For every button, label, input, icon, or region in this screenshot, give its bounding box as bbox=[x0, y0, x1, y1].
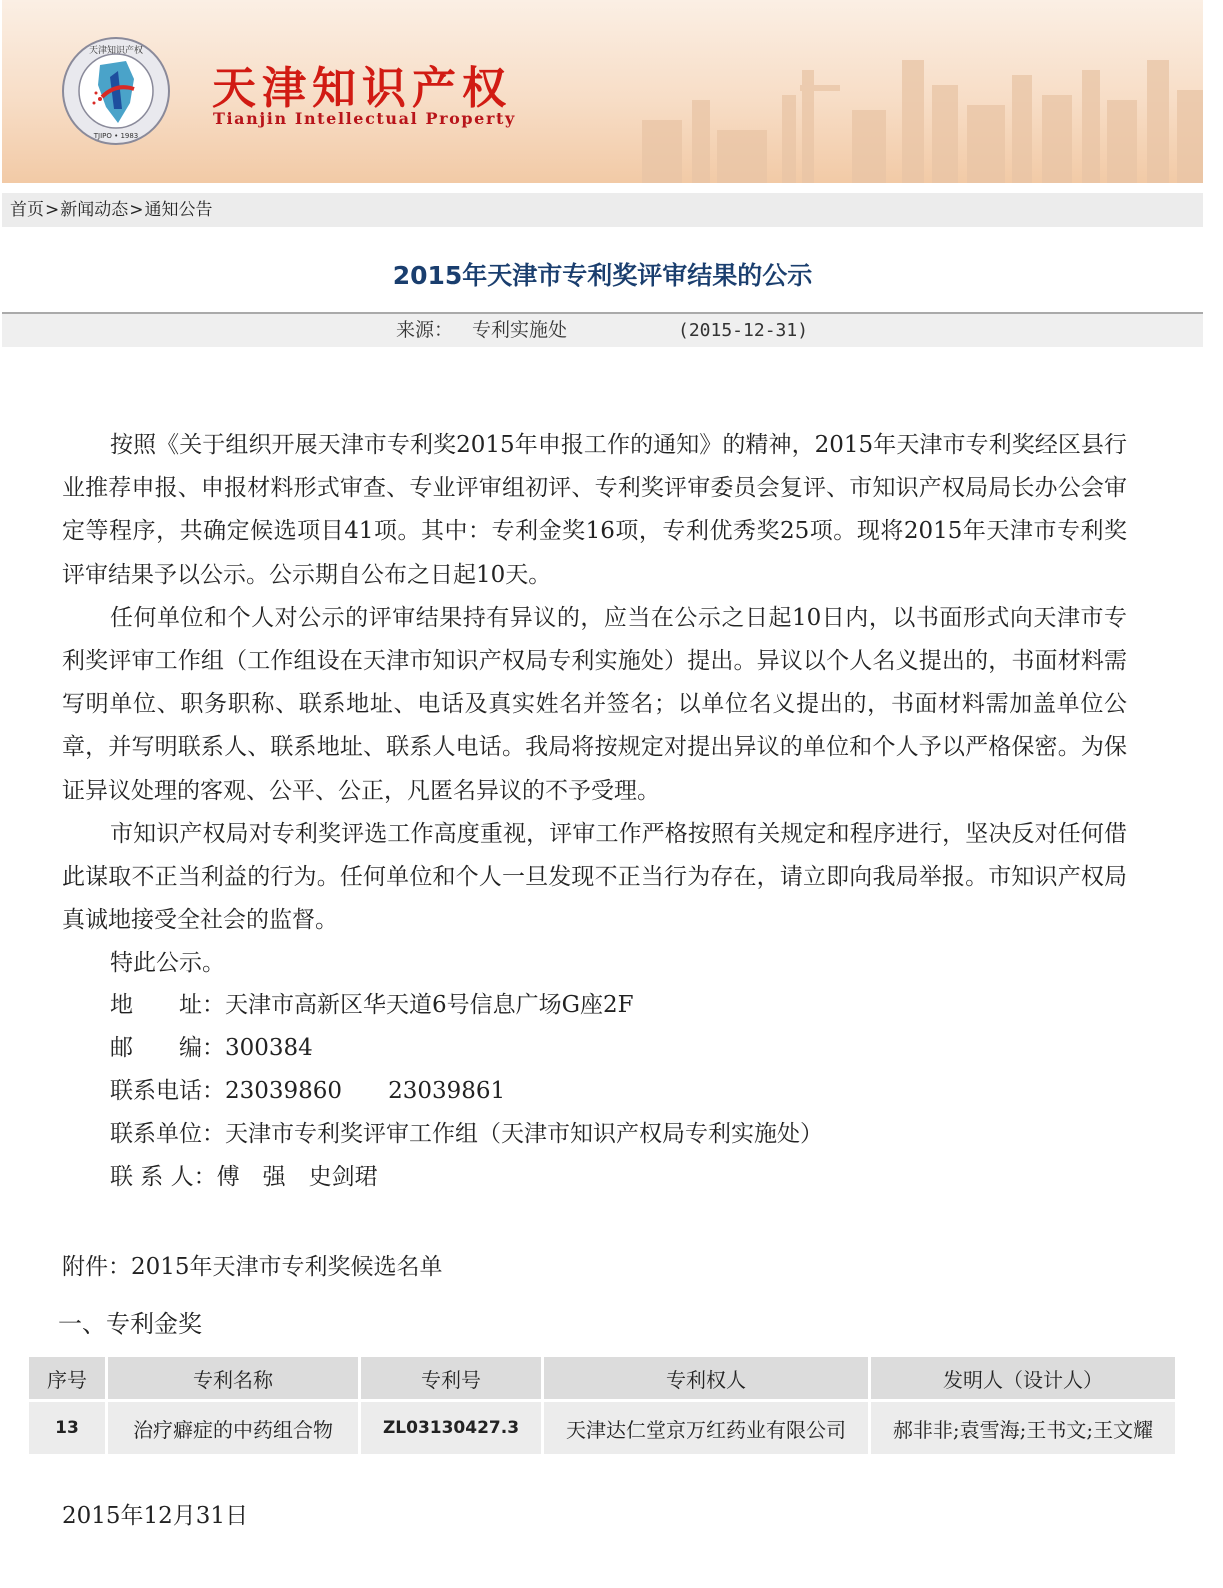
person-value: 傅 强 史剑珺 bbox=[216, 1164, 378, 1190]
tjipo-logo bbox=[60, 37, 172, 145]
site-subtitle: Tianjin Intellectual Property bbox=[213, 109, 516, 128]
address-label: 地 址： bbox=[110, 992, 225, 1018]
body-paragraph: 按照《关于组织开展天津市专利奖2015年申报工作的通知》的精神，2015年天津市专利奖经区县行业推荐申报、申报材料形式审查、专业评审组初评、专利奖评审委员会复评、市知识产权局局长办公会审定等程序，共确定候选项目41项。其中：专利金奖16项，专利优秀奖25项。现将2015年天津市专利奖评审结果予以公示。公示期自公布之日起10天。 bbox=[62, 432, 1127, 588]
footer-date: 2015年12月31日 bbox=[62, 1503, 249, 1529]
breadcrumb bbox=[2, 193, 1203, 227]
gold-award-table bbox=[26, 1354, 1178, 1457]
body-paragraph: 市知识产权局对专利奖评选工作高度重视，评审工作严格按照有关规定和程序进行，坚决反对任何借此谋取不正当利益的行为。任何单位和个人一旦发现不正当行为存在，请立即向我局举报。市知识产权局真诚地接受全社会的监督。 bbox=[62, 820, 1127, 934]
cell-patentee: 天津达仁堂京万红药业有限公司 bbox=[544, 1402, 868, 1454]
col-header-inventors: 发明人（设计人） bbox=[871, 1357, 1175, 1399]
postcode-value: 300384 bbox=[225, 1035, 313, 1061]
col-header-patent-number: 专利号 bbox=[361, 1357, 541, 1399]
article-title: 2015年天津市专利奖评审结果的公示 bbox=[392, 261, 813, 290]
section-heading: 一、专利金奖 bbox=[58, 1310, 202, 1338]
breadcrumb-notices-link[interactable]: 通知公告 bbox=[144, 200, 213, 220]
logo-ring-text-top: 天津知识产权 bbox=[88, 46, 144, 56]
contact-unit bbox=[110, 1115, 823, 1148]
cell-inventors: 郝非非;袁雪海;王书文;王文耀 bbox=[871, 1402, 1175, 1454]
body-paragraph-closing: 特此公示。 bbox=[110, 950, 225, 977]
cell-patent-name: 治疗癖症的中药组合物 bbox=[108, 1402, 358, 1454]
cell-patent-number: ZL03130427.3 bbox=[361, 1402, 541, 1454]
site-title: 天津知识产权 bbox=[212, 63, 512, 114]
person-label: 联 系 人： bbox=[110, 1164, 217, 1190]
source-label: 来源： bbox=[396, 319, 454, 341]
contact-person bbox=[110, 1158, 378, 1191]
attachment-note: 附件：2015年天津市专利奖候选名单 bbox=[62, 1254, 443, 1280]
breadcrumb-separator: > bbox=[129, 200, 144, 220]
cell-index: 13 bbox=[29, 1402, 105, 1454]
col-header-index: 序号 bbox=[29, 1357, 105, 1399]
breadcrumb-news-link[interactable]: 新闻动态 bbox=[60, 200, 129, 220]
col-header-patent-name: 专利名称 bbox=[108, 1357, 358, 1399]
unit-label: 联系单位： bbox=[110, 1121, 225, 1147]
publish-date: (2015-12-31) bbox=[678, 320, 809, 341]
contact-phone bbox=[110, 1072, 505, 1105]
article-meta-bar bbox=[2, 314, 1203, 347]
breadcrumb-separator: > bbox=[45, 200, 60, 220]
address-value: 天津市高新区华天道6号信息广场G座2F bbox=[225, 992, 634, 1018]
unit-value: 天津市专利奖评审工作组（天津市知识产权局专利实施处） bbox=[225, 1121, 823, 1147]
city-skyline-graphic bbox=[2, 0, 1203, 183]
table-row bbox=[29, 1402, 1175, 1454]
contact-address bbox=[110, 986, 634, 1019]
logo-ring-text-bottom: TJIPO • 1983 bbox=[93, 132, 139, 140]
phone-label: 联系电话： bbox=[110, 1078, 225, 1104]
col-header-patentee: 专利权人 bbox=[544, 1357, 868, 1399]
article-body bbox=[62, 424, 1127, 986]
contact-postcode bbox=[110, 1029, 313, 1062]
header-banner bbox=[2, 0, 1203, 183]
breadcrumb-home-link[interactable]: 首页 bbox=[10, 200, 44, 220]
table-header-row bbox=[29, 1357, 1175, 1399]
source-value: 专利实施处 bbox=[472, 319, 568, 341]
postcode-label: 邮 编： bbox=[110, 1035, 225, 1061]
phone-value: 23039860 23039861 bbox=[225, 1078, 506, 1104]
body-paragraph: 任何单位和个人对公示的评审结果持有异议的，应当在公示之日起10日内，以书面形式向天津市专利奖评审工作组（工作组设在天津市知识产权局专利实施处）提出。异议以个人名义提出的，书面材料需写明单位、职务职称、联系地址、电话及真实姓名并签名；以单位名义提出的，书面材料需加盖单位公章，并写明联系人、联系地址、联系人电话。我局将按规定对提出异议的单位和个人予以严格保密。为保证异议处理的客观、公平、公正，凡匿名异议的不予受理。 bbox=[62, 604, 1127, 804]
